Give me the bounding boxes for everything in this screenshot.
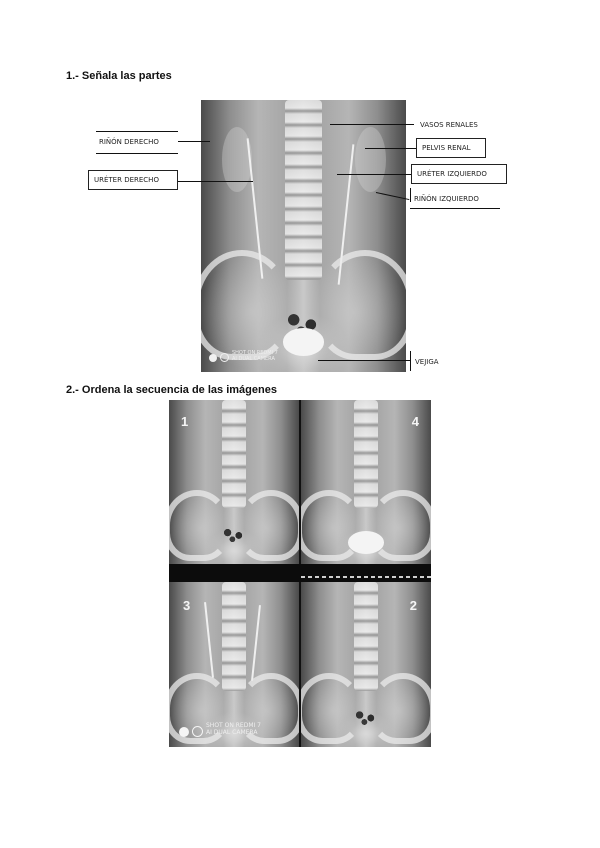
label-ureter-izquierdo: URÉTER IZQUIERDO — [411, 164, 507, 184]
spine — [354, 400, 377, 508]
camera-watermark: SHOT ON REDMI 7 AI DUAL CAMERA — [206, 722, 261, 736]
panel-divider — [169, 564, 431, 582]
right-ureter-line — [204, 602, 214, 678]
pointer-vasos-renales — [330, 124, 414, 125]
pointer-ureter-derecho — [178, 181, 253, 182]
xray-image-labeled — [201, 100, 406, 372]
label-pelvis-renal: PELVIS RENAL — [416, 138, 486, 158]
panel-number: 2 — [409, 598, 417, 613]
label-vejiga-tick — [410, 351, 411, 371]
pointer-rinon-derecho — [178, 141, 210, 142]
panel-number: 4 — [411, 414, 419, 429]
pointer-pelvis-renal — [365, 148, 416, 149]
xray-sequence-grid — [169, 400, 431, 747]
label-rinon-derecho: RIÑÓN DERECHO — [99, 138, 159, 146]
camera-dot-icon — [209, 354, 217, 362]
right-kidney-shadow — [222, 127, 253, 192]
pointer-ureter-izquierdo — [337, 174, 411, 175]
pointer-vejiga — [318, 360, 410, 361]
spine — [285, 100, 322, 280]
panel-number: 3 — [183, 598, 191, 613]
label-rinon-derecho-underline — [96, 153, 178, 154]
camera-dot-icon — [179, 727, 189, 737]
bladder-shadow — [283, 328, 324, 355]
sequence-panel-1 — [169, 400, 299, 564]
section-1-title: 1.- Señala las partes — [66, 70, 172, 82]
label-rinon-izquierdo: RIÑÓN IZQUIERDO — [414, 195, 479, 203]
spine — [222, 400, 245, 508]
sequence-panel-2 — [301, 582, 431, 747]
bowel-gas — [218, 525, 249, 545]
sequence-panel-3 — [169, 582, 299, 747]
label-vasos-renales: VASOS RENALES — [420, 121, 478, 129]
left-ureter-line — [251, 605, 261, 681]
panel-number: 1 — [181, 414, 189, 429]
label-vejiga: VEJIGA — [415, 358, 439, 366]
bowel-gas — [350, 707, 381, 727]
label-top-rule — [96, 131, 178, 132]
section-2-title: 2.- Ordena la secuencia de las imágenes — [66, 384, 277, 396]
camera-ring-icon — [192, 726, 203, 737]
label-rinon-izquierdo-tick — [410, 188, 411, 202]
spine — [354, 582, 377, 691]
label-ureter-derecho: URÉTER DERECHO — [88, 170, 178, 190]
sequence-panel-4 — [301, 400, 431, 564]
pelvis-left — [201, 250, 291, 360]
camera-watermark: SHOT ON REDMI 7 AI DUAL CAMERA — [232, 350, 278, 362]
spine — [222, 582, 245, 691]
divider-dashes — [301, 576, 431, 578]
left-kidney-shadow — [355, 127, 386, 192]
pelvis-right — [316, 250, 406, 360]
label-rinon-izquierdo-underline — [410, 208, 500, 209]
camera-ring-icon — [220, 353, 229, 362]
